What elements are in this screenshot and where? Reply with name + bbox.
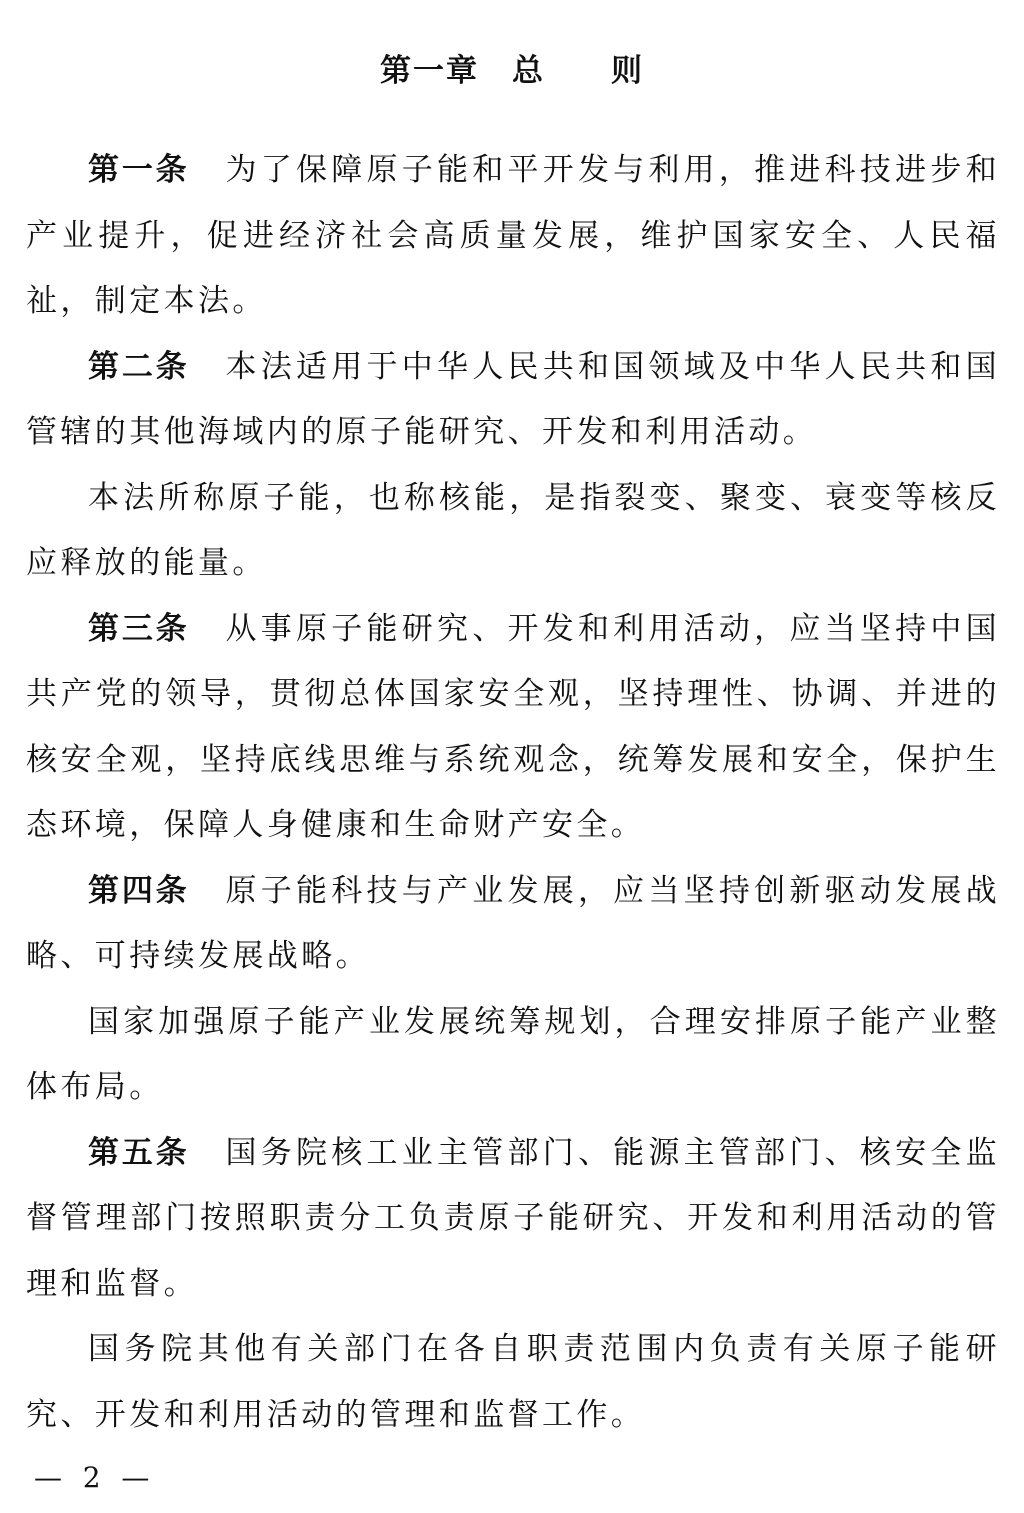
article-paragraph — [26, 1121, 1000, 1318]
paragraph — [26, 466, 1000, 597]
paragraph-text: 国家加强原子能产业发展统筹规划，合理安排原子能产业整体布局。 — [26, 1003, 1000, 1105]
paragraph-text: 国务院其他有关部门在各自职责范围内负责有关原子能研究、开发和利用活动的管理和监督工作。 — [26, 1331, 1000, 1433]
chapter-title: 第一章 总 则 — [380, 53, 644, 89]
paragraph — [26, 990, 1000, 1121]
paragraph-text: 从事原子能研究、开发和利用活动，应当坚持中国共产党的领导，贯彻总体国家安全观，坚持理性、协调、并进的核安全观，坚持底线思维与系统观念，统筹发展和安全，保护生态环境，保障人身健康和生命财产安全。 — [26, 610, 1000, 843]
page-number: — 2 — — [34, 1461, 151, 1494]
article-label: 第一条 — [88, 152, 190, 188]
article-label: 第四条 — [88, 872, 190, 909]
body-text — [26, 138, 1000, 1448]
paragraph-text: 本法适用于中华人民共和国领域及中华人民共和国管辖的其他海域内的原子能研究、开发和利用活动。 — [26, 348, 1000, 450]
article-label: 第五条 — [88, 1134, 190, 1171]
paragraph-text: 国务院核工业主管部门、能源主管部门、核安全监督管理部门按照职责分工负责原子能研究、开发和利用活动的管理和监督。 — [26, 1134, 1000, 1302]
article-paragraph — [26, 597, 1000, 859]
article-paragraph — [26, 138, 1000, 335]
article-paragraph — [26, 335, 1000, 466]
article-paragraph — [26, 859, 1000, 990]
paragraph-text: 原子能科技与产业发展，应当坚持创新驱动发展战略、可持续发展战略。 — [26, 872, 1000, 974]
article-label: 第三条 — [88, 610, 190, 647]
paragraph-text: 本法所称原子能，也称核能，是指裂变、聚变、衰变等核反应释放的能量。 — [26, 479, 1000, 581]
paragraph — [26, 1317, 1000, 1448]
paragraph-text: 为了保障原子能和平开发与利用，推进科技进步和产业提升，促进经济社会高质量发展，维护国家安全、人民福祉，制定本法。 — [26, 152, 1000, 319]
article-label: 第二条 — [88, 348, 190, 385]
